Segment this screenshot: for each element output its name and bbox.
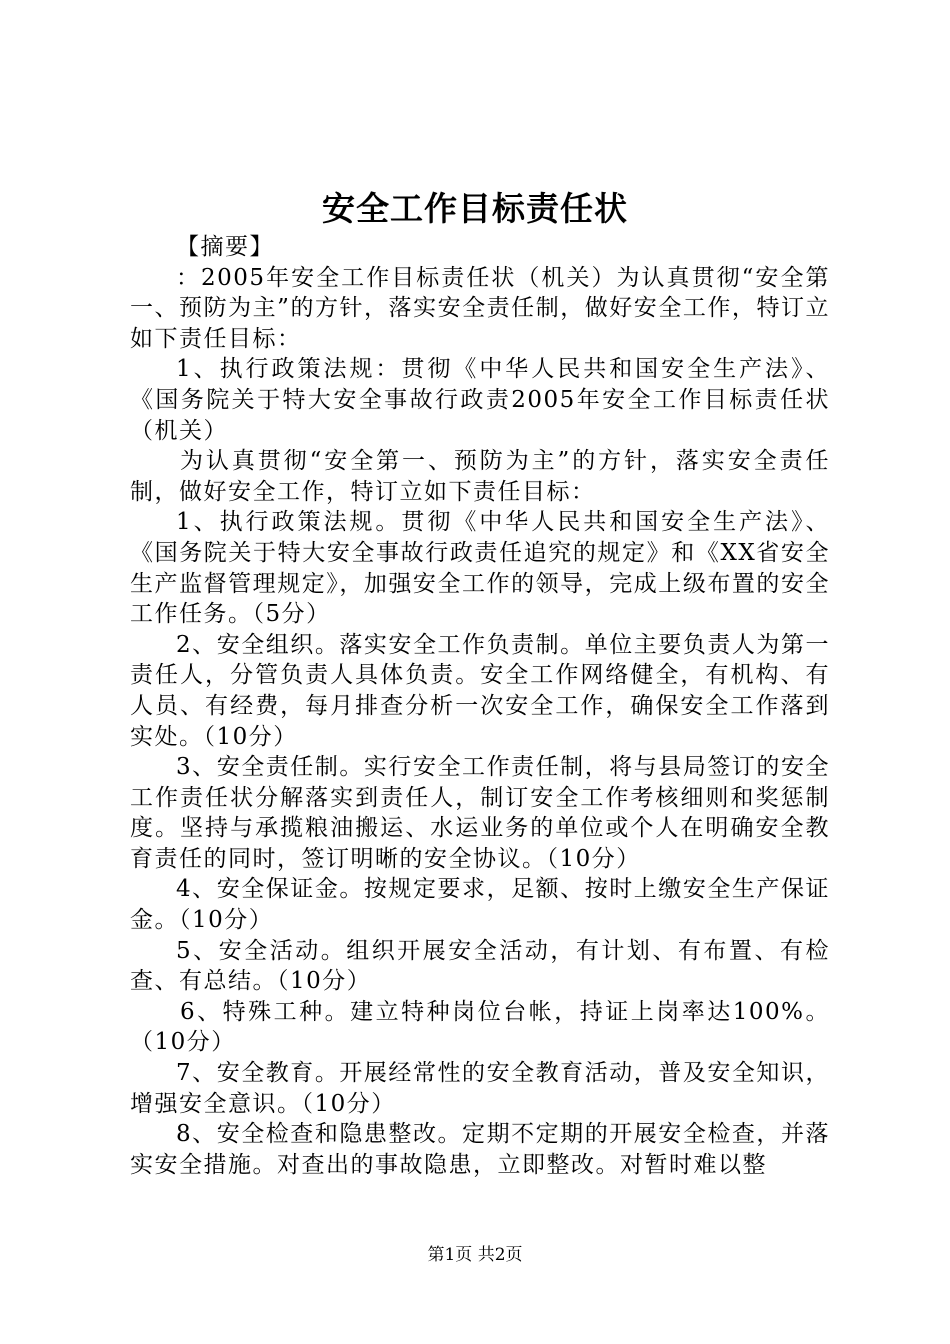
paragraph-item-3: 3、安全责任制。实行安全工作责任制，将与县局签订的安全工作责任状分解落实到责任人，制订安全工作考核细则和奖惩制度。坚持与承揽粮油搬运、水运业务的单位或个人在明确安全教育责任的同时，签订明晰的安全协议。（10分） <box>130 754 830 872</box>
paragraph-intro: 为认真贯彻“安全第一、预防为主”的方针，落实安全责任制，做好安全工作，特订立如下责任目标： <box>130 448 830 505</box>
paragraph-policy-summary: 1、执行政策法规：贯彻《中华人民共和国安全生产法》、《国务院关于特大安全事故行政责2005年安全工作目标责任状（机关） <box>130 356 830 444</box>
paragraph-item-1: 1、执行政策法规。贯彻《中华人民共和国安全生产法》、《国务院关于特大安全事故行政责任追究的规定》和《XX省安全生产监督管理规定》，加强安全工作的领导，完成上级布置的安全工作任务。（5分） <box>130 509 830 628</box>
paragraph-item-2: 2、安全组织。落实安全工作负责制。单位主要负责人为第一责任人，分管负责人具体负责。安全工作网络健全，有机构、有人员、有经费，每月排查分析一次安全工作，确保安全工作落到实处。（10分） <box>130 631 830 750</box>
paragraph-item-8: 8、安全检查和隐患整改。定期不定期的开展安全检查，并落实安全措施。对查出的事故隐患，立即整改。对暂时难以整 <box>130 1121 830 1178</box>
paragraph-item-7: 7、安全教育。开展经常性的安全教育活动，普及安全知识，增强安全意识。（10分） <box>130 1060 830 1117</box>
page-number: 第1页 共2页 <box>427 1245 523 1265</box>
document-body <box>130 232 830 1180</box>
paragraph-item-6: 6、特殊工种。建立特种岗位台帐，持证上岗率达100%。（10分） <box>130 998 830 1056</box>
document-title: 安全工作目标责任状 <box>322 189 628 228</box>
paragraph-item-4: 4、安全保证金。按规定要求，足额、按时上缴安全生产保证金。（10分） <box>130 876 830 934</box>
abstract-heading: 【摘要】 <box>176 234 274 260</box>
paragraph-item-5: 5、安全活动。组织开展安全活动，有计划、有布置、有检查、有总结。（10分） <box>130 937 830 995</box>
abstract-paragraph: ：2005年安全工作目标责任状（机关）为认真贯彻“安全第一、预防为主”的方针，落实安全责任制，做好安全工作，特订立如下责任目标： <box>130 264 830 352</box>
